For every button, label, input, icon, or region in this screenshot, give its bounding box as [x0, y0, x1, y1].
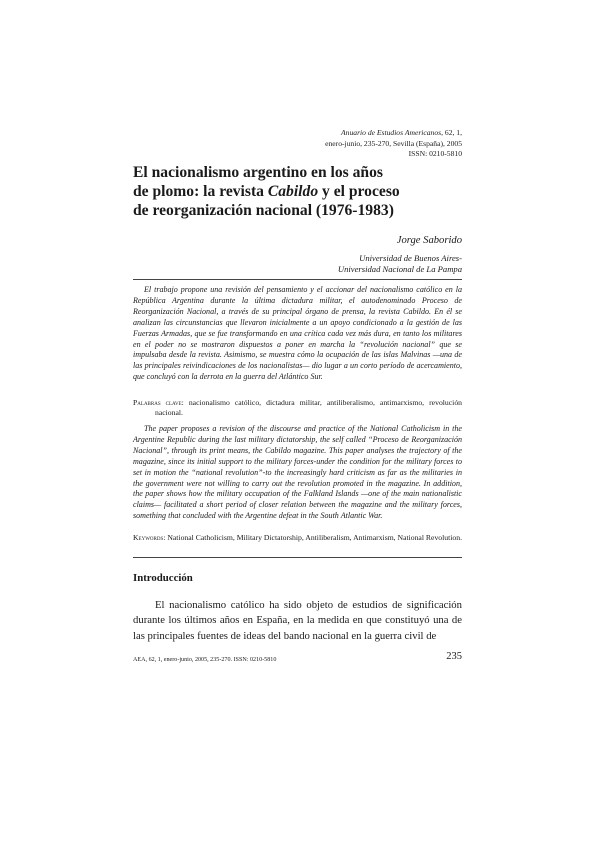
title-line1: El nacionalismo argentino en los años	[133, 164, 383, 181]
keywords-english-label: Keywords:	[133, 533, 166, 542]
abstract-english: The paper proposes a revision of the discourse and practice of the National Catholicism in the Argentine Republic during the last military dictatorship, the self called “Proceso de Reorganización Nacional”, through its print means, the Cabildo magazine. This paper analyses the trajectory of the magazine, since its initial support to the military forces-under the condition for the military forces to set in motion the “national revolution”-to the increasingly hard criticism as far as the militaries in the government were not willing to carry out the revolution promoted in the magazine. In addition, the paper shows how the military occupation of the Falkland Islands —one of the main nationalistic claims— facilitated a short period of closer relation between the magazine and the military forces, something that concluded with the Argentine defeat in the South Atlantic War.	[133, 424, 462, 521]
bottom-divider	[133, 557, 462, 558]
page-number: 235	[446, 651, 462, 662]
journal-volume: , 62, 1,	[441, 128, 462, 137]
keywords-spanish-text: nacionalismo católico, dictadura militar, antiliberalismo, antimarxismo, revolución nacional.	[155, 398, 463, 418]
journal-reference	[222, 128, 462, 160]
affiliation-line1: Universidad de Buenos Aires-	[359, 253, 462, 263]
title-magazine-name: Cabildo	[267, 183, 319, 200]
title-line2-pre: de plomo: la revista	[133, 183, 268, 200]
keywords-english-text: National Catholicism, Military Dictatorship, Antiliberalism, Antimarxism, National Revolution.	[167, 533, 462, 542]
section-heading: Introducción	[133, 572, 193, 584]
journal-reference-line1	[222, 128, 462, 139]
journal-name: Anuario de Estudios Americanos	[341, 128, 442, 137]
body-paragraph: El nacionalismo católico ha sido objeto de estudios de significación durante los últimos años en España, en la medida en que constituyó una de las principales fuentes de ideas del bando nacional en la guerra civil de	[133, 599, 462, 642]
top-divider	[133, 279, 462, 280]
title-line2-post: y el proceso	[318, 183, 400, 200]
abstract-spanish: El trabajo propone una revisión del pensamiento y el accionar del nacionalismo católico en la República Argentina durante la última dictadura militar, el autodenominado Proceso de Reorganización Nacional, a través de su principal órgano de prensa, la revista Cabildo. En él se analizan las circunstancias que llevaron inicialmente a un apoyo condicionado a la gestión de las Fuerzas Armadas, que se fue transformando en una crítica cada vez más dura, en tanto los militares en el poder no se mostraron dispuestos a poner en marcha la “revolución nacional” que se impulsaba desde la revista. Asimismo, se muestra cómo la ocupación de las islas Malvinas —una de las principales reivindicaciones de los nacionalistas— dio lugar a un corto período de acercamiento, que concluyó con la derrota en la guerra del Atlántico Sur.	[133, 285, 462, 382]
article-title	[133, 163, 473, 220]
keywords-spanish-label: Palabras clave:	[133, 398, 184, 407]
title-line3: de reorganización nacional (1976-1983)	[133, 202, 394, 219]
affiliation-line2: Universidad Nacional de La Pampa	[337, 264, 462, 275]
author-name: Jorge Saborido	[396, 235, 462, 246]
journal-issn: ISSN: 0210-5810	[408, 149, 462, 159]
keywords-spanish	[133, 398, 462, 419]
keywords-english	[133, 533, 462, 543]
author-affiliation	[338, 253, 462, 276]
journal-reference-line2: enero-junio, 235-270, Sevilla (España), 2005	[325, 138, 462, 148]
footer-reference: AEA, 62, 1, enero-junio, 2005, 235-270. ISSN: 0210-5810	[133, 657, 277, 663]
